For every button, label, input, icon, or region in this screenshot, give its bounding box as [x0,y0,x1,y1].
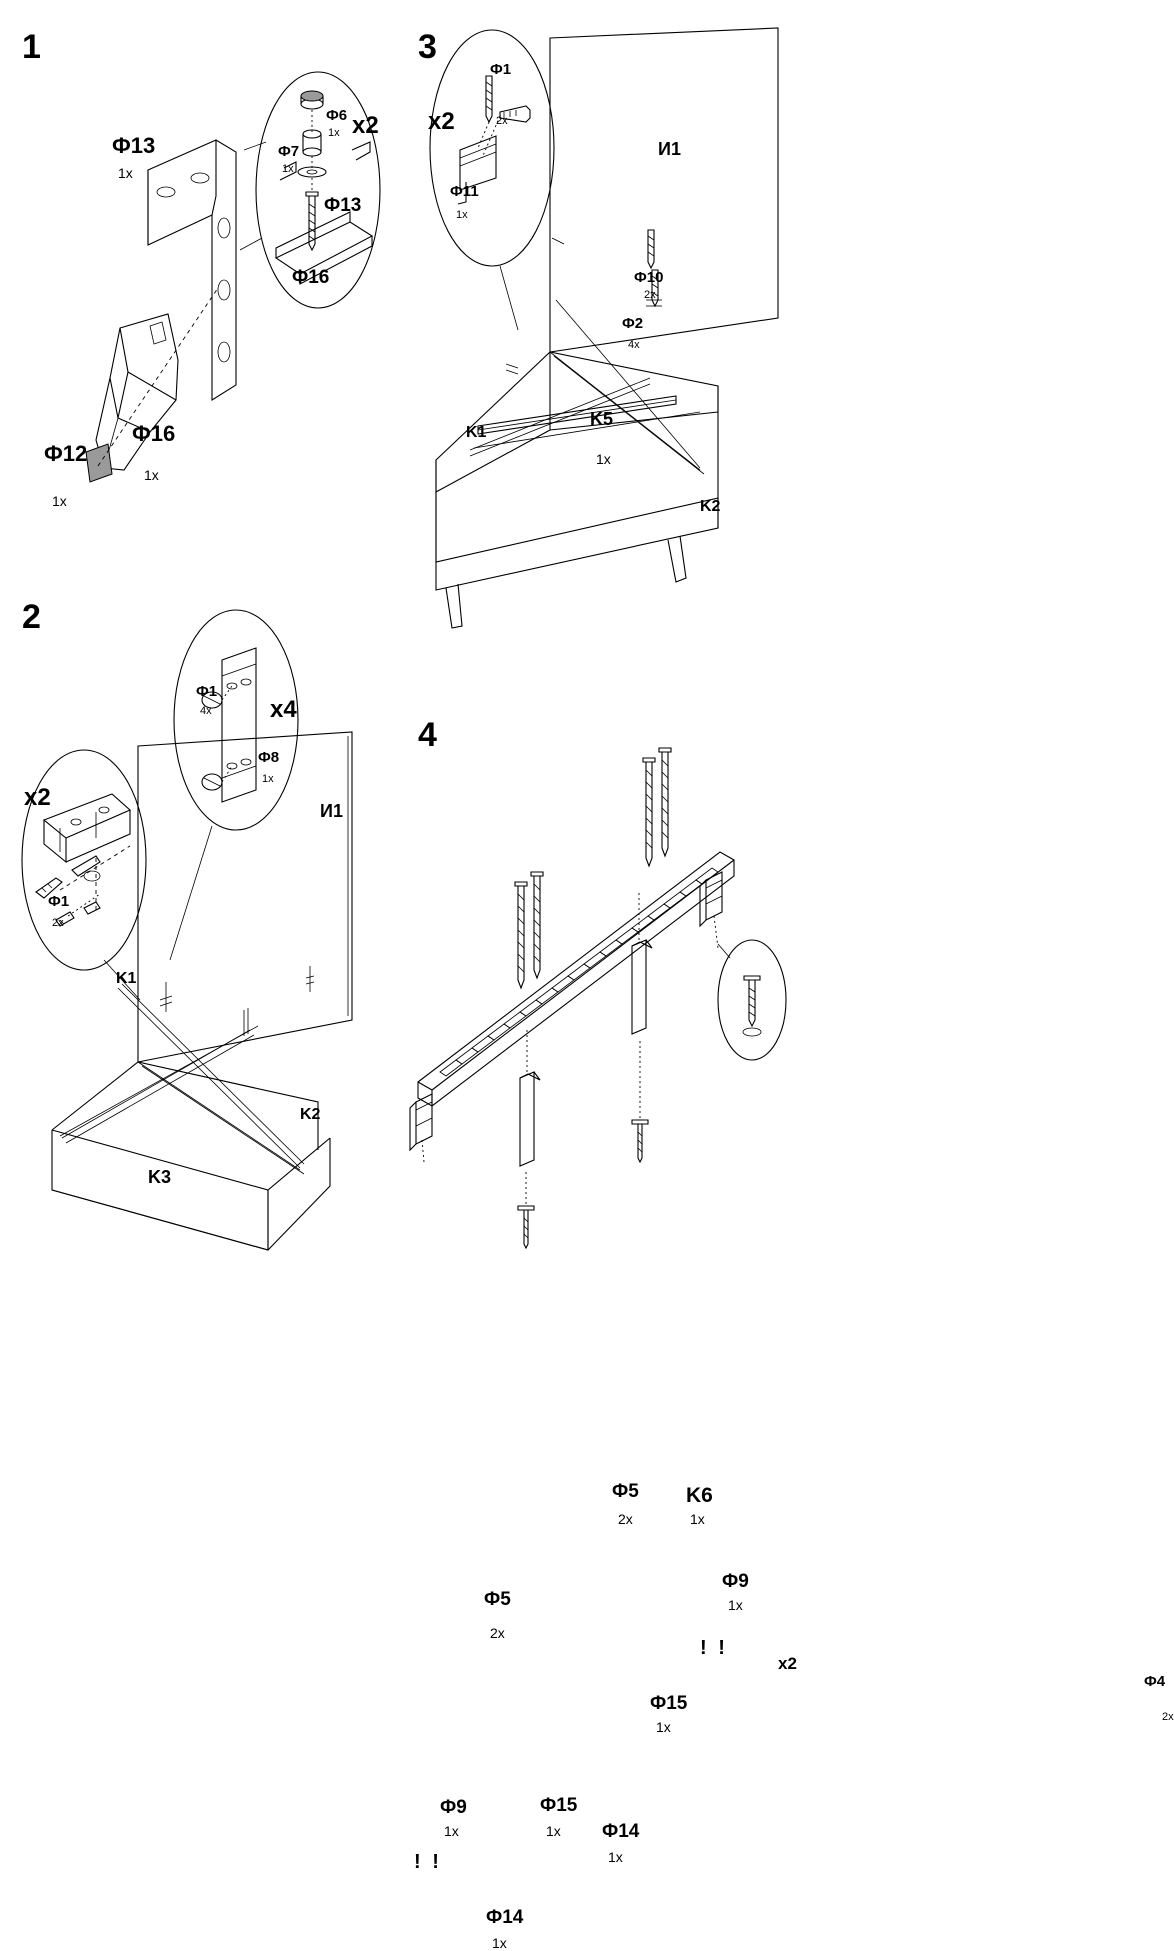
step-2-panel [0,590,400,1280]
step-3-detail-label-f1: Ф1 [490,61,512,78]
step-3-part-i1: И1 [658,139,681,159]
step-1-number: 1 [22,28,40,66]
step-2-detail-qty-f8: 1x [262,773,274,785]
step-3-detail-qty-f11: 1x [456,209,468,221]
step-1-label-f13: Ф13 [112,133,156,158]
step-4-panel [400,700,1174,1951]
step-4-detail-label-f4: Ф4 [1144,1673,1166,1690]
step-4-label-f14-right: Ф14 [602,1821,640,1842]
step-4-label-f9-right: Ф9 [722,1571,749,1592]
step-3-detail-label-f10: Ф10 [634,269,664,286]
step-2-detail-qty-f1-right: 4x [200,705,212,717]
step-3-number: 3 [418,28,436,66]
step-1-multiplier: x2 [352,112,379,139]
step-3-detail-label-f2: Ф2 [622,315,644,332]
step-1-label-f12: Ф12 [44,441,88,466]
step-3-part-k2: K2 [700,498,721,515]
step-4-qty-f15-right: 1x [656,1719,671,1735]
step-3-detail-qty-f10: 2x [644,289,656,301]
step-1-detail-qty-f6: 1x [328,127,340,139]
step-3-multiplier: x2 [428,108,455,135]
step-2-multiplier-left: x2 [24,784,51,811]
step-4-label-k6: K6 [686,1484,713,1507]
step-4-qty-f14-left: 1x [492,1935,507,1951]
step-1-qty-f16: 1x [144,467,159,483]
step-4-qty-f9-right: 1x [728,1597,743,1613]
step-1-qty-f12: 1x [52,493,67,509]
step-4-drawing [400,700,800,1280]
step-3-panel [400,0,800,640]
step-1-label-f16: Ф16 [132,421,176,446]
step-4-qty-f5-top: 2x [618,1511,633,1527]
step-4-label-f9-left: Ф9 [440,1797,467,1818]
step-2-part-k2: K2 [300,1106,321,1123]
step-1-detail-label-f16: Ф16 [292,267,330,288]
step-4-label-f5-top: Ф5 [612,1481,639,1502]
step-1-detail-label-f13: Ф13 [324,195,362,216]
step-2-part-i1: И1 [320,801,343,821]
step-2-detail-label-f1-right: Ф1 [196,683,218,700]
step-2-detail-label-f8: Ф8 [258,749,280,766]
step-3-part-k1: K1 [466,424,487,441]
step-4-detail-qty-f4: 2x [1162,1711,1174,1723]
step-4-warning-left: ! ! [414,1851,442,1873]
step-1-panel [0,0,400,560]
step-2-detail-label-f1-left: Ф1 [48,893,70,910]
step-4-label-f5-mid: Ф5 [484,1589,511,1610]
step-4-qty-f9-left: 1x [444,1823,459,1839]
step-4-qty-f5-mid: 2x [490,1625,505,1641]
step-1-detail-qty-f7: 1x [282,163,294,175]
step-1-detail-label-f7: Ф7 [278,143,300,160]
step-3-qty-k5: 1x [596,451,611,467]
step-4-number: 4 [418,716,436,754]
step-3-detail-qty-f1: 2x [496,115,508,127]
step-1-detail-label-f6: Ф6 [326,107,348,124]
step-4-label-f14-left: Ф14 [486,1907,524,1928]
step-4-multiplier: x2 [778,1654,797,1673]
step-4-qty-f15-left: 1x [546,1823,561,1839]
step-3-drawing [400,0,800,640]
step-2-number: 2 [22,598,40,636]
step-3-detail-label-f11: Ф11 [450,183,479,200]
step-4-label-f15-left: Ф15 [540,1795,578,1816]
step-1-qty-f13: 1x [118,165,133,181]
step-3-part-k5: K5 [590,409,614,429]
step-4-label-f15-right: Ф15 [650,1693,688,1714]
step-2-detail-qty-f1-left: 2x [52,917,64,929]
step-4-qty-f14-right: 1x [608,1849,623,1865]
step-2-multiplier-right: x4 [270,696,297,723]
step-1-drawing [0,0,400,560]
step-3-detail-qty-f2: 4x [628,339,640,351]
step-2-part-k1: K1 [116,970,137,987]
step-2-part-k3: K3 [148,1167,172,1187]
step-4-qty-k6: 1x [690,1511,705,1527]
step-4-warning-right: ! ! [700,1637,728,1659]
